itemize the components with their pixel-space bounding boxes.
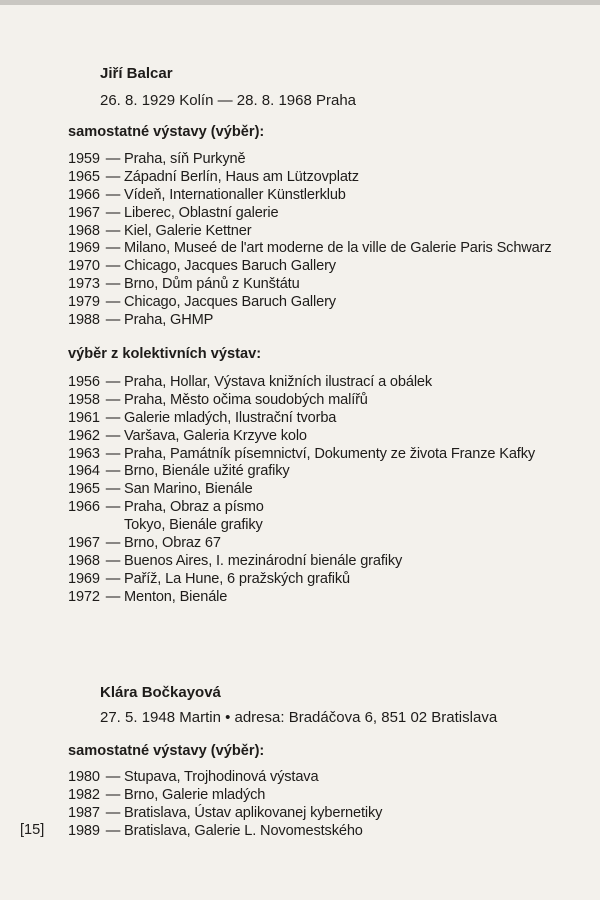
exhibition-text: Praha, Hollar, Výstava knižních ilustrací a obálek (124, 374, 433, 390)
dash: — (105, 445, 121, 462)
dash: — (105, 168, 121, 185)
dash: — (105, 822, 121, 839)
exhibition-item (68, 223, 552, 241)
dash: — (105, 409, 121, 426)
exhibition-year: 1965 (68, 481, 100, 498)
exhibition-text: Praha, Obraz a písmo (124, 499, 264, 516)
exhibition-year: 1988 (68, 312, 100, 329)
exhibition-text: Západní Berlín, Haus am Lützovplatz (124, 168, 359, 185)
exhibition-item (68, 769, 382, 787)
exhibition-year: 1970 (68, 258, 100, 275)
artist-name: Jiří Balcar (100, 65, 173, 82)
exhibition-item (68, 294, 552, 312)
exhibition-item (68, 205, 552, 223)
exhibition-year: 1967 (68, 204, 100, 221)
group-exhibitions-list (68, 374, 535, 607)
exhibition-text: Brno, Dům pánů z Kunštátu (124, 276, 300, 293)
exhibition-item (68, 392, 535, 410)
exhibition-year: 1980 (68, 769, 100, 785)
exhibition-year: 1958 (68, 391, 100, 408)
exhibition-year: 1956 (68, 374, 100, 390)
exhibition-item (68, 169, 552, 187)
exhibition-item (68, 374, 535, 392)
dash: — (105, 204, 121, 221)
dash: — (105, 312, 121, 329)
exhibition-item (68, 463, 535, 481)
exhibition-item (68, 499, 535, 517)
exhibition-item (68, 481, 535, 499)
dash: — (105, 535, 121, 552)
exhibition-item (68, 187, 552, 205)
dash: — (105, 804, 121, 821)
exhibition-item (68, 589, 535, 607)
exhibition-year: 1969 (68, 570, 100, 587)
exhibition-text: Stupava, Trojhodinová výstava (124, 769, 319, 785)
exhibition-year: 1973 (68, 276, 100, 293)
exhibition-item (68, 823, 382, 841)
exhibition-year: 1987 (68, 804, 100, 821)
dash: — (105, 463, 121, 480)
dash: — (105, 570, 121, 587)
exhibition-text: Chicago, Jacques Baruch Gallery (124, 258, 336, 275)
exhibition-item (68, 151, 552, 169)
exhibition-text: Buenos Aires, I. mezinárodní bienále grafiky (124, 552, 403, 569)
dash: — (105, 151, 121, 167)
exhibition-item (68, 446, 535, 464)
exhibition-text: Praha, GHMP (124, 312, 214, 329)
solo-exhibitions-list (68, 769, 382, 841)
exhibition-year: 1968 (68, 552, 100, 569)
exhibition-year: 1969 (68, 240, 100, 257)
exhibition-text: Praha, Památník písemnictví, Dokumenty ze života Franze Kafky (124, 445, 535, 462)
exhibition-text: Praha, síň Purkyně (124, 151, 246, 167)
exhibition-item (68, 553, 535, 571)
dash: — (105, 481, 121, 498)
exhibition-text: Menton, Bienále (124, 588, 228, 605)
exhibition-item (68, 805, 382, 823)
page-number: [15] (20, 822, 45, 838)
exhibition-item (68, 428, 535, 446)
exhibition-text: Bratislava, Ústav aplikovanej kybernetiky (124, 804, 383, 821)
exhibition-text: Tokyo, Bienále grafiky (124, 517, 263, 534)
exhibition-year: 1962 (68, 427, 100, 444)
dash: — (105, 374, 121, 390)
exhibition-item (68, 240, 552, 258)
exhibition-item (68, 571, 535, 589)
dash: — (105, 427, 121, 444)
exhibition-item (68, 276, 552, 294)
dash: — (105, 552, 121, 569)
exhibition-year: 1968 (68, 222, 100, 239)
solo-exhibitions-heading: samostatné výstavy (výběr): (68, 124, 265, 140)
dash: — (105, 258, 121, 275)
exhibition-year: 1989 (68, 822, 100, 839)
exhibition-year: 1966 (68, 499, 100, 516)
dash: — (105, 240, 121, 257)
artist-dates: 27. 5. 1948 Martin • adresa: Bradáčova 6, 851 02 Bratislava (100, 709, 498, 726)
solo-exhibitions-list (68, 151, 552, 330)
exhibition-text: Brno, Bienále užité grafiky (124, 463, 290, 480)
exhibition-text: Brno, Galerie mladých (124, 786, 266, 803)
exhibition-text: Paříž, La Hune, 6 pražských grafiků (124, 570, 350, 587)
dash: — (105, 786, 121, 803)
exhibition-item (68, 410, 535, 428)
dash: — (105, 294, 121, 311)
exhibition-text: Chicago, Jacques Baruch Gallery (124, 294, 336, 311)
dash: — (105, 276, 121, 293)
exhibition-text: San Marino, Bienále (124, 481, 253, 498)
exhibition-year: 1966 (68, 186, 100, 203)
dash: — (105, 391, 121, 408)
exhibition-text: Galerie mladých, Ilustrační tvorba (124, 409, 337, 426)
dash: — (105, 769, 121, 785)
exhibition-item (68, 258, 552, 276)
scan-edge (0, 0, 600, 5)
dash: — (105, 588, 121, 605)
exhibition-text: Brno, Obraz 67 (124, 535, 221, 552)
exhibition-item (68, 787, 382, 805)
exhibition-text: Liberec, Oblastní galerie (124, 204, 279, 221)
dash: — (105, 222, 121, 239)
exhibition-text: Bratislava, Galerie L. Novomestského (124, 822, 363, 839)
group-exhibitions-heading: výběr z kolektivních výstav: (68, 346, 262, 362)
exhibition-item (68, 517, 535, 535)
exhibition-item (68, 312, 552, 330)
exhibition-text: Kiel, Galerie Kettner (124, 222, 252, 239)
solo-exhibitions-heading: samostatné výstavy (výběr): (68, 743, 265, 759)
exhibition-item (68, 535, 535, 553)
artist-name: Klára Bočkayová (100, 684, 221, 701)
artist-dates: 26. 8. 1929 Kolín — 28. 8. 1968 Praha (100, 92, 357, 109)
exhibition-year: 1964 (68, 463, 100, 480)
exhibition-year: 1972 (68, 588, 100, 605)
exhibition-year: 1963 (68, 445, 100, 462)
dash: — (105, 499, 121, 516)
exhibition-text: Vídeň, Internationaller Künstlerklub (124, 186, 346, 203)
dash: — (105, 186, 121, 203)
exhibition-text: Praha, Město očima soudobých malířů (124, 391, 368, 408)
exhibition-text: Varšava, Galeria Krzyve kolo (124, 427, 307, 444)
exhibition-year: 1982 (68, 786, 100, 803)
exhibition-year: 1959 (68, 151, 100, 167)
exhibition-year: 1965 (68, 168, 100, 185)
exhibition-text: Milano, Museé de l'art moderne de la ville de Galerie Paris Schwarz (124, 240, 552, 257)
exhibition-year: 1979 (68, 294, 100, 311)
exhibition-year: 1967 (68, 535, 100, 552)
exhibition-year: 1961 (68, 409, 100, 426)
